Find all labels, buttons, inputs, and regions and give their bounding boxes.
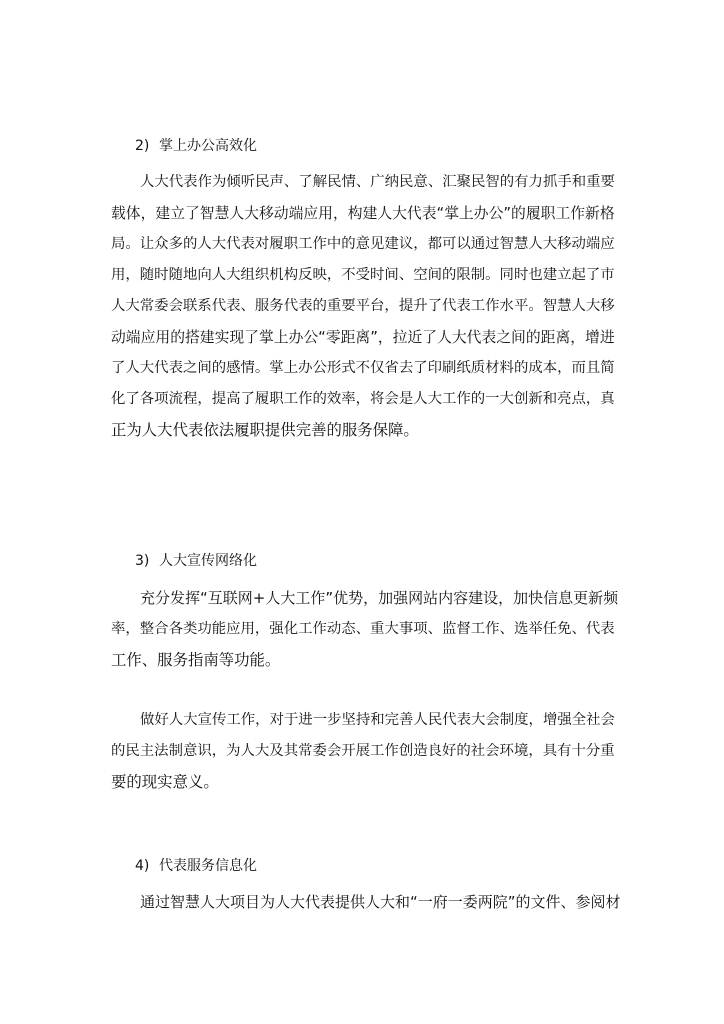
paragraph-line: 工作、服务指南等功能。 bbox=[111, 651, 281, 669]
paragraph bbox=[111, 583, 621, 676]
section-title: 掌上办公高效化 bbox=[159, 138, 257, 154]
paragraph-line: 用，随时随地向人大组织机构反映，不受时间、空间的限制。同时也建立起了市 bbox=[111, 267, 615, 283]
paragraph-line: 要的现实意义。 bbox=[111, 773, 219, 791]
section-number: 2) bbox=[135, 138, 150, 154]
section-heading bbox=[135, 136, 257, 156]
paragraph-line: 充分发挥“互联网+人大工作”优势，加强网站内容建设，加快信息更新频 bbox=[140, 589, 619, 607]
paragraph-line: 化了各项流程，提高了履职工作的效率，将会是人大工作的一大创新和亮点，真 bbox=[111, 391, 615, 407]
paragraph bbox=[111, 887, 621, 918]
paragraph bbox=[111, 167, 621, 446]
paragraph-line: 的民主法制意识，为人大及其常委会开展工作创造良好的社会环境，具有十分重 bbox=[111, 743, 615, 759]
section-heading bbox=[135, 551, 257, 571]
paragraph-line: 人大常委会联系代表、服务代表的重要平台，提升了代表工作水平。智慧人大移 bbox=[111, 298, 615, 314]
section-title: 代表服务信息化 bbox=[159, 858, 257, 874]
section-title: 人大宣传网络化 bbox=[159, 553, 257, 569]
paragraph-line: 动端应用的搭建实现了掌上办公“零距离”，拉近了人大代表之间的距离，增进 bbox=[111, 329, 615, 346]
section-number: 4) bbox=[135, 858, 150, 874]
paragraph-line: 正为人大代表依法履职提供完善的服务保障。 bbox=[111, 421, 419, 439]
paragraph-line: 了人大代表之间的感情。掌上办公形式不仅省去了印刷纸质材料的成本，而且简 bbox=[111, 360, 615, 376]
paragraph-line: 人大代表作为倾听民声、了解民情、广纳民意、汇聚民智的有力抓手和重要 bbox=[140, 174, 615, 190]
paragraph-line: 通过智慧人大项目为人大代表提供人大和“一府一委两院”的文件、参阅材 bbox=[140, 893, 621, 911]
paragraph-line: 率，整合各类功能应用，强化工作动态、重大事项、监督工作、选举任免、代表 bbox=[111, 621, 615, 637]
paragraph-line: 载体，建立了智慧人大移动端应用，构建人大代表“掌上办公”的履职工作新格 bbox=[111, 205, 615, 222]
paragraph-line: 局。让众多的人大代表对履职工作中的意见建议，都可以通过智慧人大移动端应 bbox=[111, 236, 615, 252]
paragraph bbox=[111, 705, 621, 798]
paragraph-line: 做好人大宣传工作，对于进一步坚持和完善人民代表大会制度，增强全社会 bbox=[140, 712, 615, 728]
section-number: 3) bbox=[135, 553, 150, 569]
section-heading bbox=[135, 856, 257, 876]
